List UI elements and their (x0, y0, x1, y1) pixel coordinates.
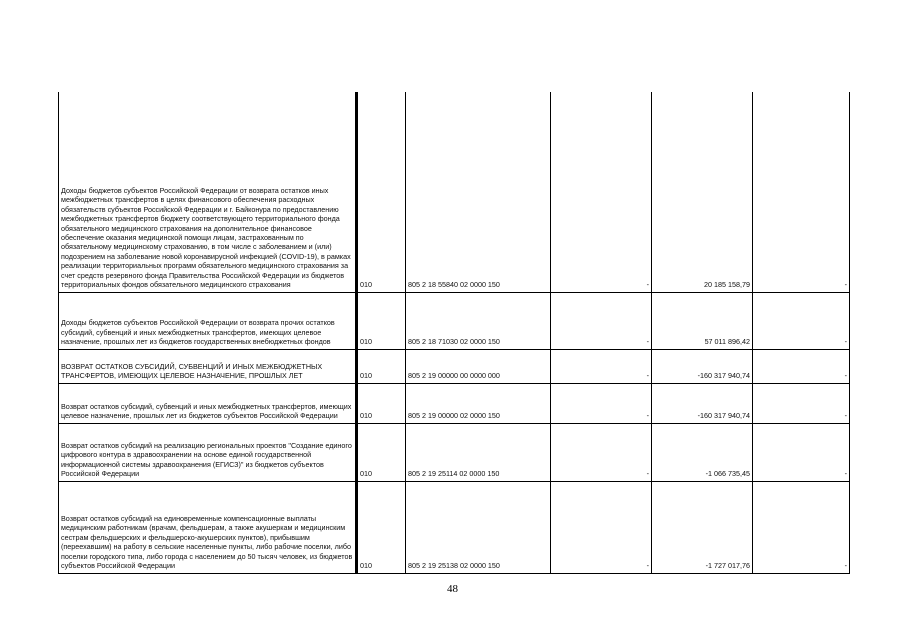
row-income-code: 805 2 19 00000 00 0000 000 (406, 349, 551, 383)
table-row (59, 423, 850, 481)
page-number: 48 (447, 583, 458, 595)
row-line-code: 010 (357, 292, 406, 349)
row-approved: - (551, 481, 652, 573)
table-row (59, 292, 850, 349)
row-name: Возврат остатков субсидий на единовременные компенсационные выплаты медицинским работникам (врачам, фельдшерам, а также акушеркам и медицинским сестрам фельдшерских и фельдшерско-акушерских пунктов), прибывшим (переехавшим) на работу в сельские населенные пункты, либо рабочие поселки, либо поселки городского типа, либо города с населением до 50 тысяч человек, из бюджетов субъектов Российской Федерации (61, 514, 353, 571)
row-name: Возврат остатков субсидий на реализацию региональных проектов "Создание единого цифрового контура в здравоохранении на основе единой государственной информационной системы здравоохранения (ЕГИСЗ)" из бюджетов субъектов Российской Федерации (61, 440, 352, 479)
row-name-cell (59, 349, 357, 383)
row-line-code: 010 (357, 92, 406, 292)
row-approved: - (551, 423, 652, 481)
row-executed: 57 011 896,42 (652, 292, 753, 349)
row-unexecuted: - (753, 349, 850, 383)
report-table-body (59, 92, 850, 573)
row-income-code: 805 2 18 71030 02 0000 150 (406, 292, 551, 349)
row-executed: -160 317 940,74 (652, 349, 753, 383)
row-name-cell (59, 481, 357, 573)
row-line-code: 010 (357, 481, 406, 573)
row-line-code: 010 (357, 423, 406, 481)
row-approved: - (551, 92, 652, 292)
row-income-code: 805 2 19 00000 02 0000 150 (406, 383, 551, 423)
row-approved: - (551, 383, 652, 423)
row-unexecuted: - (753, 423, 850, 481)
row-name: ВОЗВРАТ ОСТАТКОВ СУБСИДИЙ, СУБВЕНЦИЙ И ИНЫХ МЕЖБЮДЖЕТНЫХ ТРАНСФЕРТОВ, ИМЕЮЩИХ ЦЕЛЕВОЕ НАЗНАЧЕНИЕ, ПРОШЛЫХ ЛЕТ (61, 361, 323, 381)
row-name-cell (59, 423, 357, 481)
row-line-code: 010 (357, 383, 406, 423)
row-unexecuted: - (753, 92, 850, 292)
row-name-cell (59, 92, 357, 292)
table-row (59, 349, 850, 383)
row-executed: -1 066 735,45 (652, 423, 753, 481)
row-income-code: 805 2 19 25138 02 0000 150 (406, 481, 551, 573)
row-name-cell (59, 292, 357, 349)
row-unexecuted: - (753, 292, 850, 349)
row-unexecuted: - (753, 481, 850, 573)
table-row (59, 383, 850, 423)
row-approved: - (551, 349, 652, 383)
row-name: Возврат остатков субсидий, субвенций и иных межбюджетных трансфертов, имеющих целевое назначение, прошлых лет из бюджетов субъектов Российской Федерации (61, 401, 352, 421)
table-row (59, 92, 850, 292)
row-name-cell (59, 383, 357, 423)
table-row (59, 481, 850, 573)
row-name: Доходы бюджетов субъектов Российской Федерации от возврата прочих остатков субсидий, субвенций и иных межбюджетных трансфертов, имеющих целевое назначение, прошлых лет из бюджетов государственных внебюджетных фондов (61, 318, 335, 347)
row-executed: -160 317 940,74 (652, 383, 753, 423)
row-executed: 20 185 158,79 (652, 92, 753, 292)
row-line-code: 010 (357, 349, 406, 383)
row-unexecuted: - (753, 383, 850, 423)
row-approved: - (551, 292, 652, 349)
row-name: Доходы бюджетов субъектов Российской Федерации от возврата остатков иных межбюджетных трансфертов в целях финансового обеспечения расходных обязательств субъектов Российской Федерации и г. Байконура по предоставлению межбюджетных трансфертов бюджету соответствующего территориального фонда обязательного медицинского страхования на дополнительное финансовое обеспечение оказания медицинской помощи лицам, застрахованным по обязательному медицинскому страхованию, в том числе с заболеванием и (или) подозрением на заболевание новой коронавирусной инфекцией (COVID-19), в рамках реализации территориальных программ обязательного медицинского страхования за счет средств резервного фонда Правительства Российской Федерации из бюджетов территориальных фондов обязательного медицинского страхования (61, 186, 351, 290)
row-income-code: 805 2 18 55840 02 0000 150 (406, 92, 551, 292)
row-income-code: 805 2 19 25114 02 0000 150 (406, 423, 551, 481)
report-table (58, 92, 850, 574)
row-executed: -1 727 017,76 (652, 481, 753, 573)
